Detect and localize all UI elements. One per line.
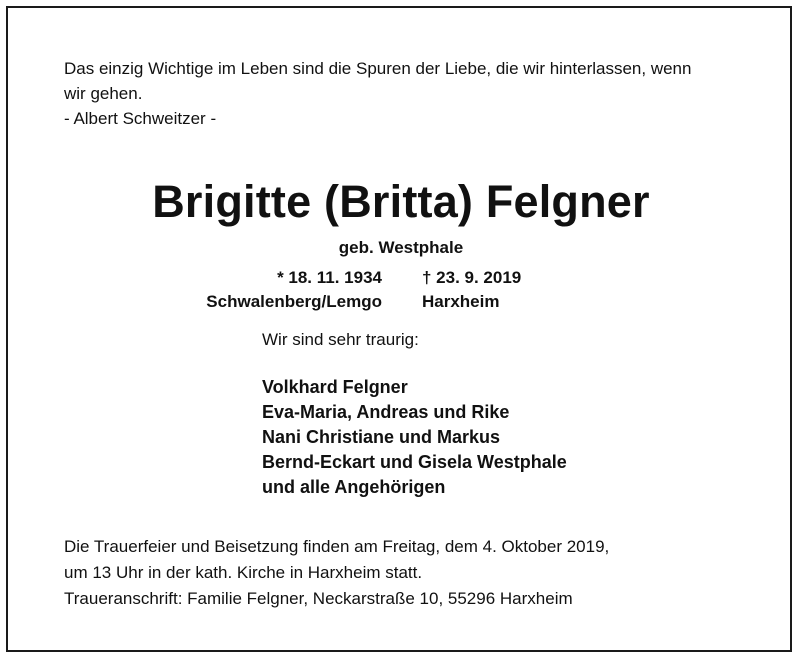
death-date: † 23. 9. 2019 — [422, 268, 522, 287]
mourner-item: Eva-Maria, Andreas und Rike — [262, 402, 510, 422]
mourning-line: Wir sind sehr traurig: — [262, 330, 419, 349]
quote-line-2: wir gehen. — [64, 84, 143, 103]
birth-date: * 18. 11. 1934 — [277, 268, 382, 287]
death-place: Harxheim — [422, 292, 500, 311]
service-info — [64, 534, 764, 612]
quote-block — [64, 56, 764, 131]
birth-info — [190, 266, 382, 314]
mourner-item: und alle Angehörigen — [262, 477, 446, 497]
mourners-list — [262, 375, 567, 500]
mourner-item: Volkhard Felgner — [262, 377, 408, 397]
service-line-1: Die Trauerfeier und Beisetzung finden am Freitag, dem 4. Oktober 2019, — [64, 537, 610, 556]
mourner-item: Nani Christiane und Markus — [262, 427, 501, 447]
quote-author: - Albert Schweitzer - — [64, 109, 217, 128]
mourning-address: Traueranschrift: Familie Felgner, Neckarstraße 10, 55296 Harxheim — [64, 589, 573, 608]
birth-name: geb. Westphale — [338, 238, 464, 257]
quote-line-1: Das einzig Wichtige im Leben sind die Spuren der Liebe, die wir hinterlassen, wenn — [64, 59, 692, 78]
death-info — [422, 266, 622, 314]
mourner-item: Bernd-Eckart und Gisela Westphale — [262, 452, 567, 472]
obituary-notice — [6, 6, 792, 652]
service-line-2: um 13 Uhr in der kath. Kirche in Harxheim statt. — [64, 563, 423, 582]
deceased-name: Brigitte (Britta) Felgner — [152, 176, 650, 227]
birth-place: Schwalenberg/Lemgo — [206, 292, 382, 311]
